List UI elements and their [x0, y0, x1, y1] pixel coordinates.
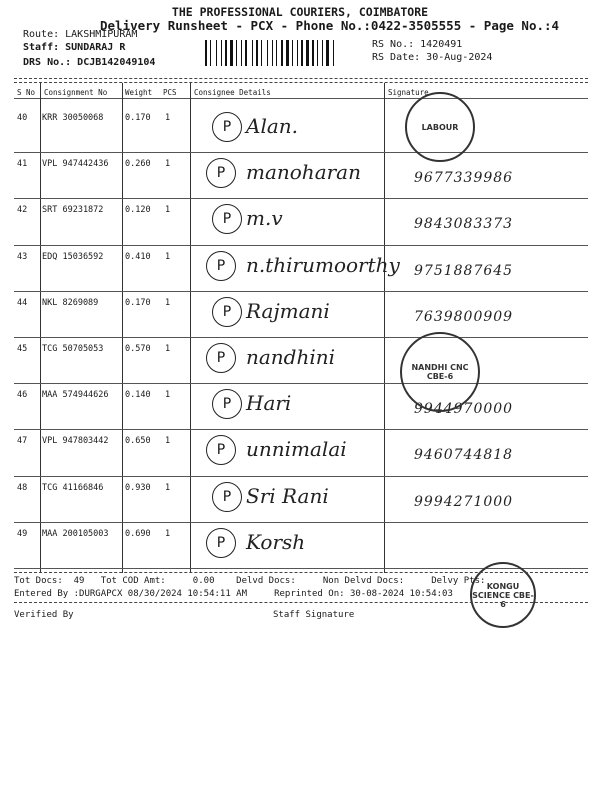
row-consignment: TCG 41166846 [42, 482, 104, 493]
row-pcs: 1 [165, 436, 171, 447]
entered-by-line: Entered By :DURGAPCX 08/30/2024 10:54:11 AM Reprinted On: 30-08-2024 10:54:03 [14, 589, 453, 599]
barcode-bar [297, 40, 298, 66]
barcode-bar [252, 40, 253, 66]
barcode-bar [243, 40, 244, 66]
row-divider [14, 429, 588, 430]
barcode-bar [238, 40, 240, 66]
row-pcs: 1 [165, 205, 171, 216]
stamp-top [405, 92, 475, 162]
row-pcs: 1 [165, 251, 171, 262]
barcode-bar [319, 40, 321, 66]
barcode [205, 40, 363, 66]
row-sno: 42 [17, 205, 28, 216]
circled-p-mark: P [206, 343, 236, 373]
signature-phone: 9460744818 [414, 447, 514, 464]
barcode-bar [228, 40, 229, 66]
barcode-bar [333, 40, 334, 66]
row-consignment: MAA 574944626 [42, 390, 109, 401]
barcode-bar [276, 40, 277, 66]
row-sno: 46 [17, 390, 28, 401]
barcode-bar [261, 40, 262, 66]
divider [14, 98, 588, 99]
circled-p-mark: P [206, 158, 236, 188]
column-line [384, 83, 385, 573]
barcode-bar [205, 40, 207, 66]
verified-by: Verified By [14, 610, 74, 620]
signature-phone: 9994271000 [414, 493, 514, 510]
circled-p-mark: P [212, 389, 242, 419]
barcode-bar [335, 40, 336, 66]
col-weight: Weight [125, 88, 153, 97]
stamp-bottom-text: KONGU SCIENCE CBE-6 [472, 581, 534, 609]
barcode-bar [294, 40, 296, 66]
column-line [40, 83, 41, 573]
barcode-bar [290, 40, 291, 66]
divider [14, 602, 588, 603]
row-consignment: MAA 200105003 [42, 528, 109, 539]
col-sno: S No [17, 88, 36, 97]
circled-p-mark: P [206, 435, 236, 465]
consignee-name: Alan. [246, 114, 299, 138]
signature-phone: 9843083373 [414, 216, 514, 233]
row-pcs: 1 [165, 528, 171, 539]
row-sno: 44 [17, 297, 28, 308]
consignee-name: unnimalai [246, 437, 347, 462]
barcode-bar [216, 40, 217, 66]
row-pcs: 1 [165, 482, 171, 493]
row-weight: 0.650 [125, 436, 151, 447]
circled-p-mark: P [212, 297, 242, 327]
column-line [190, 83, 191, 573]
circled-p-mark: P [212, 204, 242, 234]
barcode-bar [317, 40, 318, 66]
barcode-bar [304, 40, 305, 66]
row-consignment: NKL 8269089 [42, 297, 99, 308]
signature-phone: 9677339986 [414, 170, 514, 187]
totals-line: Tot Docs: 49 Tot COD Amt: 0.00 Delvd Docs: Non Delvd Docs: Delvy Pts: [14, 576, 486, 586]
barcode-bar [330, 40, 332, 66]
consignee-name: m.v [246, 206, 283, 231]
consignee-name: Hari [246, 391, 292, 416]
barcode-bar [236, 40, 237, 66]
barcode-bar [221, 40, 222, 66]
row-divider [14, 245, 588, 246]
row-divider [14, 476, 588, 477]
barcode-bar [322, 40, 323, 66]
barcode-bar [263, 40, 266, 66]
barcode-bar [310, 40, 311, 66]
barcode-bar [326, 40, 329, 66]
col-consignee: Consignee Details [194, 88, 271, 97]
consignee-name: Sri Rani [246, 483, 329, 508]
row-sno: 45 [17, 344, 28, 354]
row-divider [14, 291, 588, 292]
consignee-name: Korsh [246, 529, 306, 554]
barcode-bar [278, 40, 280, 66]
company-title: THE PROFESSIONAL COURIERS, COIMBATORE [171, 5, 429, 19]
barcode-bar [299, 40, 300, 66]
consignee-name: manoharan [246, 160, 361, 185]
row-weight: 0.570 [125, 344, 151, 354]
consignee-name: Rajmani [246, 298, 330, 323]
barcode-bar [225, 40, 227, 66]
row-divider [14, 152, 588, 153]
row-weight: 0.690 [125, 528, 151, 539]
divider [14, 78, 588, 79]
row-divider [14, 337, 588, 338]
col-pcs: PCS [163, 88, 177, 97]
row-consignment: TCG 50705053 [42, 344, 104, 354]
row-weight: 0.170 [125, 297, 151, 308]
staff-label: Staff: SUNDARAJ R [23, 42, 126, 53]
barcode-bar [286, 40, 289, 66]
barcode-bar [248, 40, 251, 66]
divider [14, 572, 588, 573]
divider [14, 82, 588, 83]
barcode-bar [312, 40, 314, 66]
row-sno: 49 [17, 528, 28, 539]
circled-p-mark: P [206, 251, 236, 281]
barcode-bar [281, 40, 283, 66]
rs-number: RS No.: 1420491 [372, 39, 463, 50]
row-pcs: 1 [165, 344, 171, 354]
consignee-name: nandhini [246, 345, 336, 369]
row-weight: 0.170 [125, 113, 151, 123]
row-divider [14, 383, 588, 384]
row-pcs: 1 [165, 159, 171, 170]
rs-date: RS Date: 30-Aug-2024 [372, 52, 493, 63]
stamp-mid-text: NANDHI CNC CBE-6 [411, 363, 469, 381]
row-pcs: 1 [165, 297, 171, 308]
circled-p-mark: P [212, 112, 242, 142]
consignee-name: n.thirumoorthy [246, 252, 400, 277]
signature-phone: 9944970000 [414, 401, 514, 418]
barcode-bar [269, 40, 271, 66]
row-consignment: VPL 947442436 [42, 159, 109, 170]
row-pcs: 1 [165, 390, 171, 401]
barcode-bar [212, 40, 215, 66]
barcode-bar [234, 40, 235, 66]
row-consignment: VPL 947803442 [42, 436, 109, 447]
barcode-bar [256, 40, 258, 66]
row-consignment: EDQ 15036592 [42, 251, 104, 262]
barcode-bar [306, 40, 309, 66]
row-weight: 0.120 [125, 205, 151, 216]
row-weight: 0.410 [125, 251, 151, 262]
circled-p-mark: P [206, 528, 236, 558]
row-weight: 0.140 [125, 390, 151, 401]
barcode-bar [210, 40, 211, 66]
row-weight: 0.260 [125, 159, 151, 170]
barcode-bar [254, 40, 255, 66]
barcode-bar [223, 40, 224, 66]
row-sno: 48 [17, 482, 28, 493]
barcode-bar [259, 40, 260, 66]
barcode-bar [292, 40, 293, 66]
barcode-bar [208, 40, 209, 66]
barcode-bar [274, 40, 275, 66]
col-consignment: Consignment No [44, 88, 108, 97]
signature-phone: 9751887645 [414, 262, 514, 279]
row-divider [14, 198, 588, 199]
barcode-bar [315, 40, 316, 66]
barcode-bar [267, 40, 268, 66]
column-line [122, 83, 123, 573]
barcode-bar [230, 40, 233, 66]
barcode-bar [218, 40, 220, 66]
signature-phone: 7639800909 [414, 308, 514, 325]
barcode-bar [284, 40, 285, 66]
stamp-top-text: LABOUR [421, 122, 459, 132]
col-signature: Signature [388, 88, 429, 97]
circled-p-mark: P [212, 482, 242, 512]
row-consignment: KRR 30050068 [42, 113, 104, 123]
barcode-bar [272, 40, 273, 66]
row-weight: 0.930 [125, 482, 151, 493]
row-sno: 43 [17, 251, 28, 262]
row-divider [14, 522, 588, 523]
row-sno: 41 [17, 159, 28, 170]
drs-number: DRS No.: DCJB142049104 [23, 57, 156, 68]
barcode-bar [241, 40, 242, 66]
staff-signature: Staff Signature [273, 610, 355, 620]
route-label: Route: LAKSHMIPURAM [23, 29, 138, 40]
row-consignment: SRT 69231872 [42, 205, 104, 216]
row-sno: 47 [17, 436, 28, 447]
barcode-bar [245, 40, 247, 66]
row-sno: 40 [17, 113, 28, 123]
barcode-bar [301, 40, 303, 66]
row-pcs: 1 [165, 113, 171, 123]
barcode-bar [324, 40, 325, 66]
stamp-mid [400, 332, 480, 412]
runsheet-title: Delivery Runsheet - PCX - Phone No.:0422-3505555 - Page No.:4 [100, 18, 560, 33]
